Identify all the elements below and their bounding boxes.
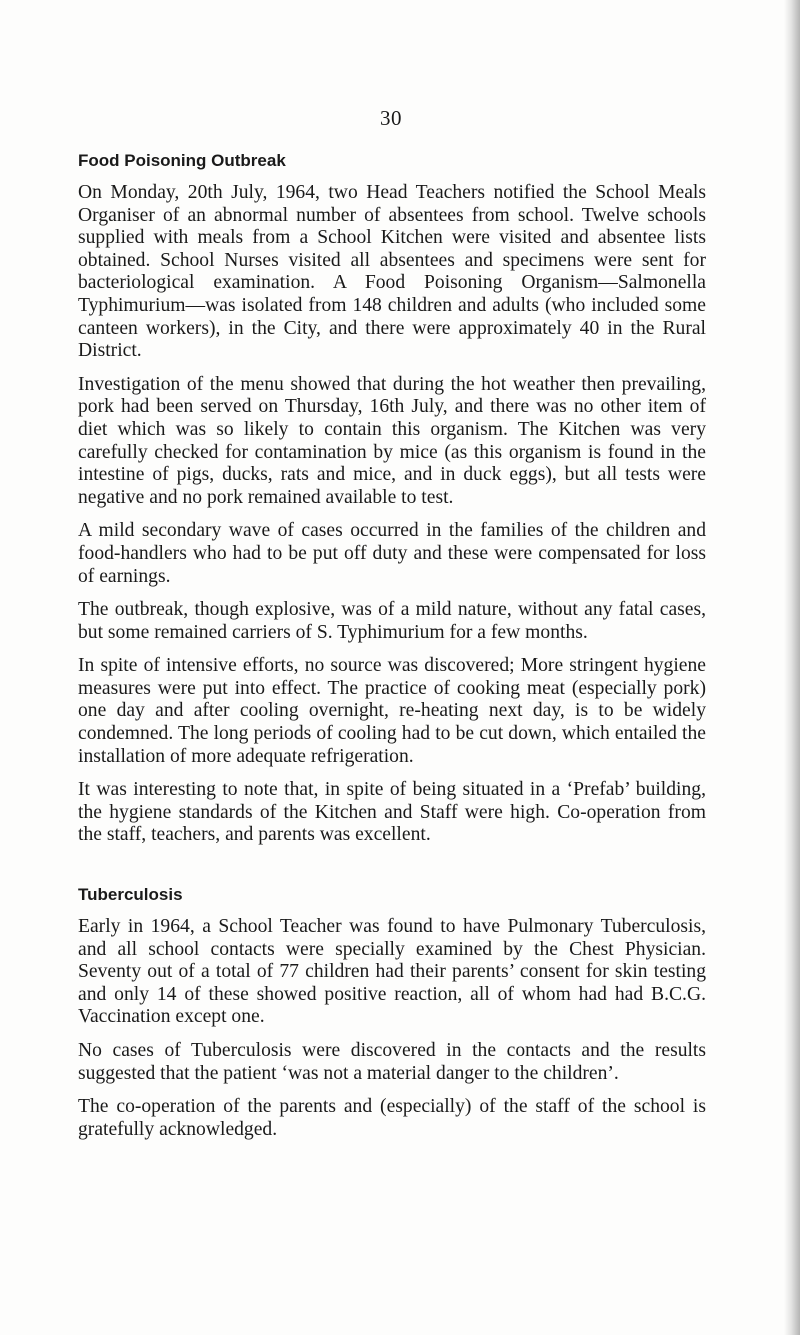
section-heading: Food Poisoning Outbreak xyxy=(78,151,286,170)
section-food-poisoning-outbreak xyxy=(78,150,706,847)
paragraph: Investigation of the menu showed that during the hot weather then prevailing, pork had been served on Thursday, 16th July, and there was no other item of diet which was so likely to contain this organism. The Kitchen was very carefully checked for contamination by mice (as this organism is found in the intestine of pigs, ducks, rats and mice, and in duck eggs), but all tests were negative and no pork remained available to test. xyxy=(78,373,706,508)
section-tuberculosis xyxy=(78,884,706,1141)
page-edge-shadow xyxy=(784,0,800,1335)
paragraph: The outbreak, though explosive, was of a mild nature, without any fatal cases, but some remained carriers of S. Typhimurium for a few months. xyxy=(78,599,706,643)
section-spacer xyxy=(78,858,706,884)
paragraph: The co-operation of the parents and (especially) of the staff of the school is gratefully acknowledged. xyxy=(78,1096,706,1140)
paragraph: In spite of intensive efforts, no source was discovered; More stringent hygiene measures were put into effect. The practice of cooking meat (especially pork) one day and after cooling overnight, re-heating next day, is to be widely condemned. The long periods of cooling had to be cut down, which entailed the installation of more adequate refrigeration. xyxy=(78,655,706,767)
paragraph: No cases of Tuberculosis were discovered in the contacts and the results suggested that the patient ‘was not a material danger to the children’. xyxy=(78,1040,706,1084)
paragraph: Early in 1964, a School Teacher was found to have Pulmonary Tuberculosis, and all school contacts were specially examined by the Chest Physician. Seventy out of a total of 77 children had their parents’ consent for skin testing and only 14 of these showed positive reaction, all of whom had had B.C.G. Vaccination except one. xyxy=(78,916,706,1028)
page-number: 30 xyxy=(380,106,402,130)
section-heading: Tuberculosis xyxy=(78,885,183,905)
paragraph: On Monday, 20th July, 1964, two Head Teachers notified the School Meals Organiser of an abnormal number of absentees from school. Twelve schools supplied with meals from a School Kitchen were visited and absentee lists obtained. School Nurses visited all absentees and specimens were sent for bacteriological examination. A Food Poisoning Organism—Salmonella Typhimurium—was isolated from 148 children and adults (who included some canteen workers), in the City, and there were approximately 40 in the Rural District. xyxy=(78,182,706,362)
document-body xyxy=(78,150,706,1152)
paragraph: A mild secondary wave of cases occurred in the families of the children and food-handlers who had to be put off duty and these were compensated for loss of earnings. xyxy=(78,520,706,587)
paragraph: It was interesting to note that, in spite of being situated in a ‘Prefab’ building, the hygiene standards of the Kitchen and Staff were high. Co-operation from the staff, teachers, and parents was excellent. xyxy=(78,779,706,846)
